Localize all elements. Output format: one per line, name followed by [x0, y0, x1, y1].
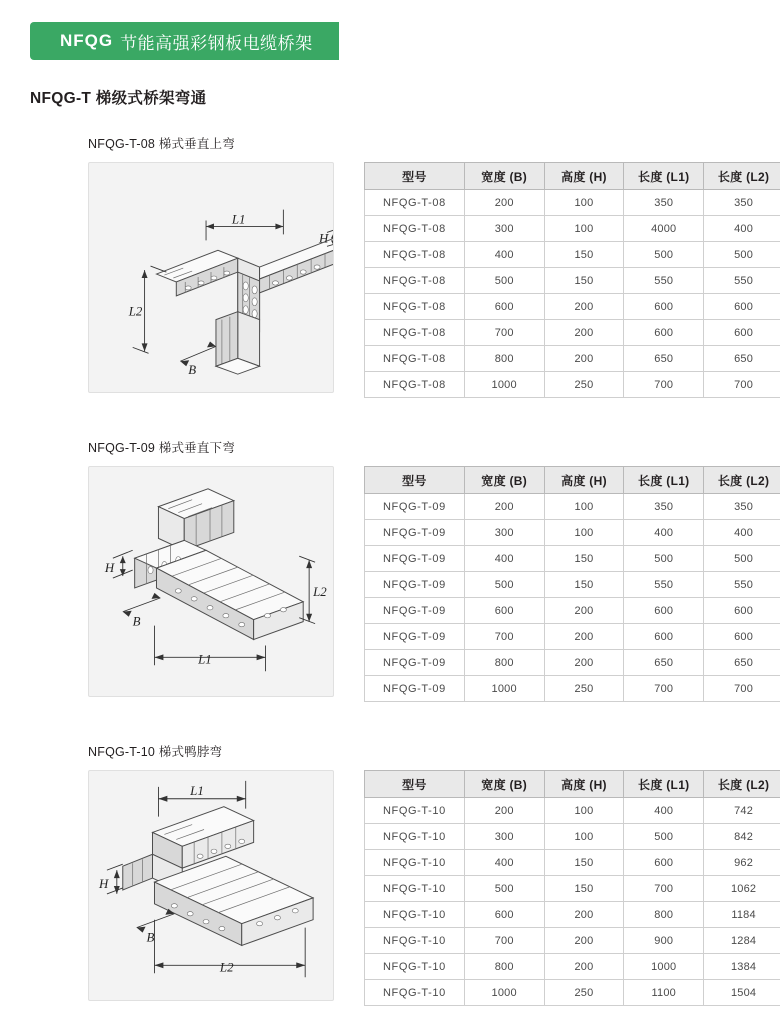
cell-model: NFQG-T-08 [365, 242, 465, 268]
cell-model: NFQG-T-08 [365, 190, 465, 216]
table-row [365, 876, 780, 902]
cell-width: 400 [464, 242, 544, 268]
cell-l2: 350 [704, 190, 780, 216]
spec-table-10 [364, 770, 780, 1006]
ladder-vertical-up-bend-drawing [88, 162, 334, 393]
section-title: NFQG-T 梯级式桥架弯通 [30, 90, 207, 107]
cell-model: NFQG-T-08 [365, 268, 465, 294]
table-header-row [365, 163, 780, 190]
cell-height: 100 [544, 798, 624, 824]
th-width: 宽度 (B) [464, 467, 544, 494]
table-header-row [365, 467, 780, 494]
cell-l2: 650 [704, 650, 780, 676]
cell-width: 600 [464, 598, 544, 624]
cell-width: 600 [464, 902, 544, 928]
cell-l1: 600 [624, 598, 704, 624]
svg-text:L2: L2 [313, 584, 327, 599]
th-height: 高度 (H) [544, 467, 624, 494]
table-row [365, 494, 780, 520]
th-length-l2: 长度 (L2) [704, 163, 780, 190]
cell-model: NFQG-T-10 [365, 928, 465, 954]
cell-l1: 600 [624, 294, 704, 320]
cell-model: NFQG-T-08 [365, 372, 465, 398]
cell-height: 250 [544, 372, 624, 398]
cell-height: 250 [544, 676, 624, 702]
header-banner [30, 22, 339, 60]
cell-l2: 600 [704, 598, 780, 624]
table-row [365, 216, 780, 242]
cell-l1: 600 [624, 624, 704, 650]
cell-height: 100 [544, 520, 624, 546]
table-row [365, 546, 780, 572]
cell-width: 800 [464, 650, 544, 676]
svg-text:B: B [188, 363, 197, 378]
cell-l1: 550 [624, 268, 704, 294]
svg-text:B: B [146, 930, 155, 945]
cell-l1: 500 [624, 242, 704, 268]
table-row [365, 980, 780, 1006]
svg-text:H: H [319, 231, 329, 246]
cell-height: 200 [544, 902, 624, 928]
cell-height: 100 [544, 216, 624, 242]
svg-text:L1: L1 [198, 652, 212, 667]
cell-height: 200 [544, 294, 624, 320]
table-row [365, 520, 780, 546]
cell-width: 700 [464, 928, 544, 954]
svg-text:L1: L1 [190, 783, 204, 798]
cell-l1: 4000 [624, 216, 704, 242]
cell-width: 800 [464, 346, 544, 372]
cell-l2: 650 [704, 346, 780, 372]
cell-l2: 600 [704, 294, 780, 320]
th-length-l1: 长度 (L1) [624, 771, 704, 798]
cell-width: 600 [464, 294, 544, 320]
cell-width: 700 [464, 320, 544, 346]
cell-l1: 350 [624, 494, 704, 520]
cell-l1: 1100 [624, 980, 704, 1006]
cell-model: NFQG-T-08 [365, 346, 465, 372]
table-row [365, 320, 780, 346]
cell-l2: 1504 [704, 980, 780, 1006]
cell-l2: 700 [704, 372, 780, 398]
cell-l1: 700 [624, 876, 704, 902]
table-row [365, 902, 780, 928]
cell-l1: 400 [624, 520, 704, 546]
cell-model: NFQG-T-10 [365, 850, 465, 876]
cell-width: 400 [464, 546, 544, 572]
cell-height: 250 [544, 980, 624, 1006]
cell-l1: 1000 [624, 954, 704, 980]
th-length-l1: 长度 (L1) [624, 467, 704, 494]
table-row [365, 598, 780, 624]
cell-width: 300 [464, 824, 544, 850]
cell-width: 500 [464, 876, 544, 902]
cell-l1: 650 [624, 650, 704, 676]
cell-l2: 550 [704, 268, 780, 294]
spec-table-wrap-08 [364, 162, 780, 398]
spec-table-09 [364, 466, 780, 702]
table-row [365, 954, 780, 980]
cell-l2: 1384 [704, 954, 780, 980]
cell-height: 200 [544, 346, 624, 372]
svg-text:H: H [98, 876, 109, 891]
cell-model: NFQG-T-08 [365, 216, 465, 242]
table-header-row [365, 771, 780, 798]
cell-width: 1000 [464, 676, 544, 702]
page-header [0, 22, 780, 60]
cell-height: 200 [544, 650, 624, 676]
cell-model: NFQG-T-10 [365, 876, 465, 902]
cell-width: 500 [464, 268, 544, 294]
cell-model: NFQG-T-10 [365, 902, 465, 928]
cell-l1: 400 [624, 798, 704, 824]
cell-height: 100 [544, 190, 624, 216]
cell-height: 200 [544, 598, 624, 624]
cell-height: 150 [544, 268, 624, 294]
cell-model: NFQG-T-09 [365, 520, 465, 546]
cell-l2: 1284 [704, 928, 780, 954]
ladder-vertical-down-bend-drawing [88, 466, 334, 697]
cell-model: NFQG-T-09 [365, 494, 465, 520]
cell-l1: 550 [624, 572, 704, 598]
header-title: 节能高强彩钢板电缆桥架 [120, 33, 313, 53]
table-row [365, 928, 780, 954]
table-row [365, 572, 780, 598]
th-width: 宽度 (B) [464, 771, 544, 798]
th-model: 型号 [365, 163, 465, 190]
cell-l2: 350 [704, 494, 780, 520]
cell-l1: 600 [624, 850, 704, 876]
cell-width: 800 [464, 954, 544, 980]
cell-height: 200 [544, 928, 624, 954]
cell-width: 200 [464, 798, 544, 824]
table-row [365, 346, 780, 372]
brand-name: NFQG [60, 31, 114, 50]
cell-model: NFQG-T-09 [365, 546, 465, 572]
cell-height: 200 [544, 624, 624, 650]
th-length-l1: 长度 (L1) [624, 163, 704, 190]
cell-model: NFQG-T-08 [365, 294, 465, 320]
cell-width: 500 [464, 572, 544, 598]
th-height: 高度 (H) [544, 163, 624, 190]
svg-text:L1: L1 [231, 212, 246, 227]
cell-l2: 700 [704, 676, 780, 702]
ladder-gooseneck-bend-drawing [88, 770, 334, 1001]
cell-model: NFQG-T-10 [365, 954, 465, 980]
cell-l1: 800 [624, 902, 704, 928]
product-block-08 [0, 134, 780, 398]
cell-model: NFQG-T-08 [365, 320, 465, 346]
table-row [365, 650, 780, 676]
cell-l1: 700 [624, 676, 704, 702]
th-model: 型号 [365, 467, 465, 494]
cell-model: NFQG-T-09 [365, 676, 465, 702]
cell-width: 700 [464, 624, 544, 650]
cell-height: 150 [544, 242, 624, 268]
cell-height: 100 [544, 824, 624, 850]
cell-width: 1000 [464, 980, 544, 1006]
cell-model: NFQG-T-10 [365, 980, 465, 1006]
product-block-10 [0, 742, 780, 1006]
cell-width: 1000 [464, 372, 544, 398]
cell-l2: 400 [704, 520, 780, 546]
cell-width: 200 [464, 494, 544, 520]
spec-table-08 [364, 162, 780, 398]
table-row [365, 242, 780, 268]
cell-width: 200 [464, 190, 544, 216]
block-label: NFQG-T-09 梯式垂直下弯 [88, 441, 235, 455]
cell-l2: 1184 [704, 902, 780, 928]
cell-model: NFQG-T-10 [365, 824, 465, 850]
cell-width: 300 [464, 216, 544, 242]
cell-height: 150 [544, 850, 624, 876]
cell-l1: 700 [624, 372, 704, 398]
table-row [365, 624, 780, 650]
cell-l2: 600 [704, 624, 780, 650]
cell-l1: 500 [624, 824, 704, 850]
spec-table-wrap-09 [364, 466, 780, 702]
table-row [365, 850, 780, 876]
cell-height: 150 [544, 876, 624, 902]
cell-height: 150 [544, 572, 624, 598]
cell-model: NFQG-T-09 [365, 598, 465, 624]
cell-l1: 500 [624, 546, 704, 572]
table-row [365, 294, 780, 320]
svg-text:L2: L2 [219, 960, 234, 975]
spec-table-wrap-10 [364, 770, 780, 1006]
cell-l2: 400 [704, 216, 780, 242]
cell-l1: 600 [624, 320, 704, 346]
cell-l2: 962 [704, 850, 780, 876]
cell-width: 300 [464, 520, 544, 546]
cell-l2: 550 [704, 572, 780, 598]
cell-l2: 500 [704, 242, 780, 268]
th-model: 型号 [365, 771, 465, 798]
cell-height: 200 [544, 320, 624, 346]
product-block-09 [0, 438, 780, 702]
th-width: 宽度 (B) [464, 163, 544, 190]
svg-text:L2: L2 [128, 304, 143, 319]
cell-l2: 500 [704, 546, 780, 572]
table-row [365, 190, 780, 216]
cell-l1: 650 [624, 346, 704, 372]
table-row [365, 676, 780, 702]
block-label: NFQG-T-10 梯式鸭脖弯 [88, 745, 223, 759]
cell-l2: 742 [704, 798, 780, 824]
table-row [365, 268, 780, 294]
cell-model: NFQG-T-09 [365, 572, 465, 598]
cell-width: 400 [464, 850, 544, 876]
cell-l1: 350 [624, 190, 704, 216]
table-row [365, 798, 780, 824]
block-label: NFQG-T-08 梯式垂直上弯 [88, 137, 235, 151]
th-length-l2: 长度 (L2) [704, 771, 780, 798]
cell-l1: 900 [624, 928, 704, 954]
cell-height: 150 [544, 546, 624, 572]
cell-l2: 842 [704, 824, 780, 850]
cell-height: 200 [544, 954, 624, 980]
svg-text:H: H [104, 561, 115, 576]
cell-l2: 1062 [704, 876, 780, 902]
th-length-l2: 长度 (L2) [704, 467, 780, 494]
cell-height: 100 [544, 494, 624, 520]
cell-model: NFQG-T-09 [365, 624, 465, 650]
cell-model: NFQG-T-09 [365, 650, 465, 676]
th-height: 高度 (H) [544, 771, 624, 798]
table-row [365, 372, 780, 398]
cell-model: NFQG-T-10 [365, 798, 465, 824]
cell-l2: 600 [704, 320, 780, 346]
svg-text:B: B [132, 614, 141, 629]
table-row [365, 824, 780, 850]
